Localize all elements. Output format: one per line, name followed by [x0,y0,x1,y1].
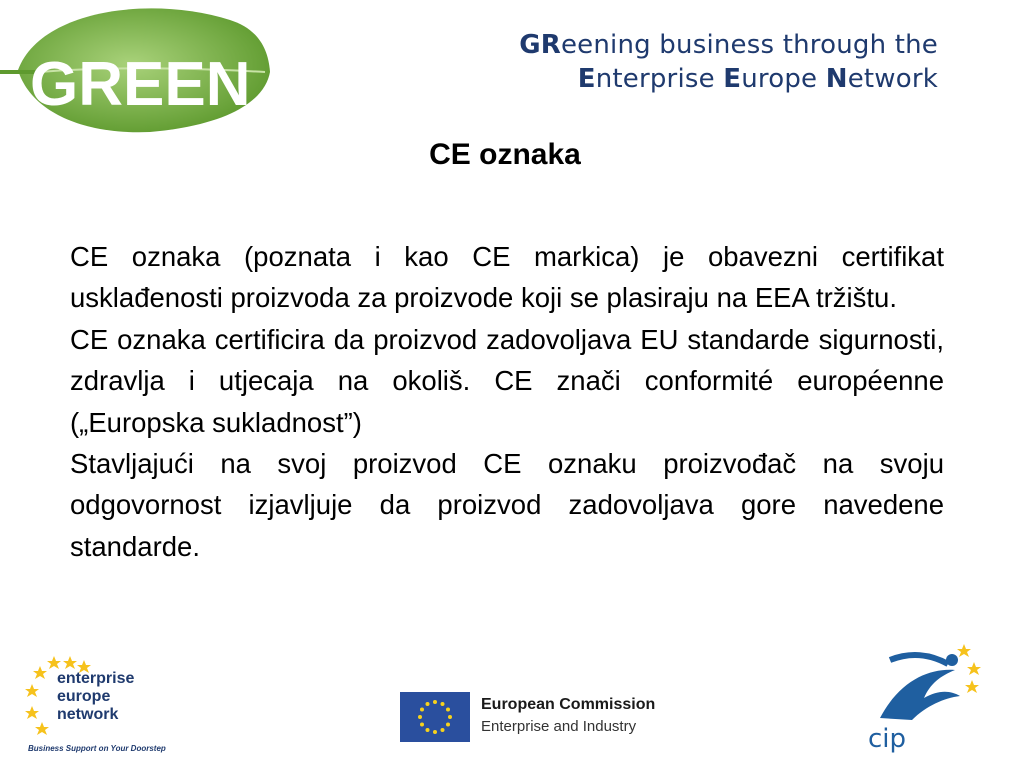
slide-title: CE oznaka [429,138,581,171]
een-tagline: Business Support on Your Doorstep [28,744,166,753]
paragraph: CE oznaka certificira da proizvod zadovoljava EU standarde sigurnosti, zdravlja i utjecaja na okoliš. CE znači conformité européenne („Europska sukladnost”) [70,323,944,438]
paragraph: CE oznaka (poznata i kao CE markica) je obavezni certifikat usklađenosti proizvoda za proizvode koji se plasiraju na EEA tržištu. [70,241,944,314]
eu-star [446,708,450,712]
eu-star [441,728,445,732]
tagline-line-2: Enterprise Europe Network [577,64,938,94]
ec-name: European Commission [481,696,656,713]
cip-word: cip [868,724,907,754]
eu-star [426,702,430,706]
header-tagline [519,28,938,96]
runner-icon [860,640,990,730]
eu-star [446,723,450,727]
eu-star [433,700,437,704]
een-name: enterprise europe network [57,670,135,723]
tagline-line-1: GReening business through the [519,30,938,60]
eu-star [420,723,424,727]
paragraph: Stavljajući na svoj proizvod CE oznaku proizvođač na svoju odgovornost izjavljuje da proizvod zadovoljava gore navedene standarde. [70,448,944,562]
ec-dg: Enterprise and Industry [481,718,637,735]
cip-logo [860,640,990,760]
green-leaf-logo [0,0,280,135]
eu-star [448,715,452,719]
eu-star [441,702,445,706]
european-commission-logo [400,692,680,744]
eu-star [426,728,430,732]
een-logo [24,652,164,760]
eu-flag-icon [400,692,470,742]
leaf-icon [0,0,280,135]
eu-star [418,715,422,719]
slide-body [70,236,944,567]
eu-star [420,708,424,712]
eu-star [433,730,437,734]
logo-word: GREEN [30,50,251,119]
